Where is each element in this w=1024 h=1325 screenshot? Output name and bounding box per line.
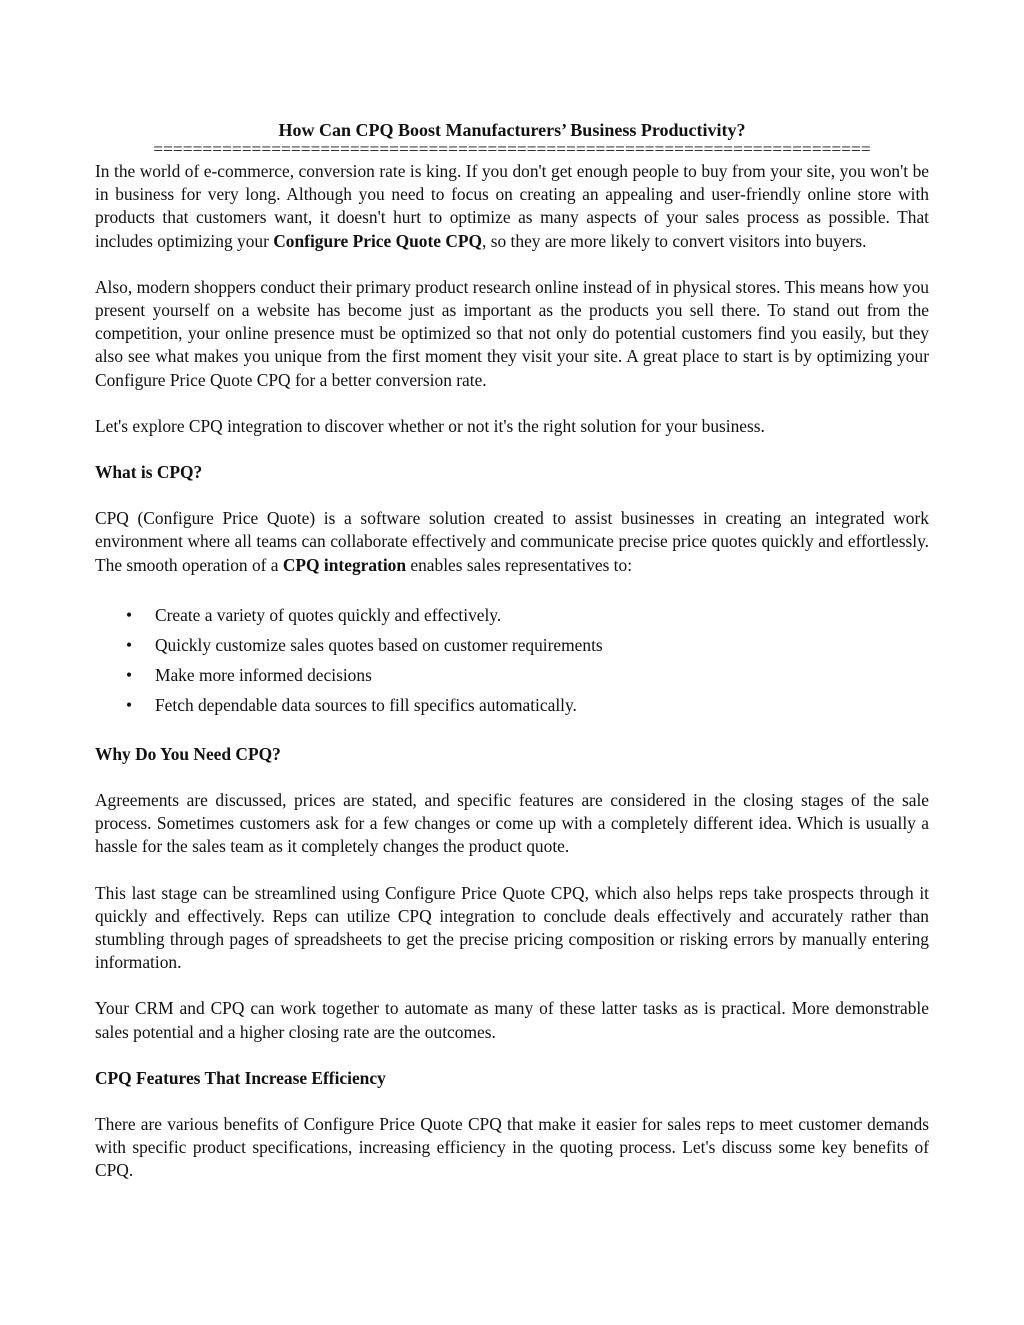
- definition-bold-term: CPQ integration: [282, 554, 407, 575]
- list-item-text: Create a variety of quotes quickly and effectively.: [155, 604, 502, 625]
- definition-text: CPQ (Configure Price Quote) is a software solution created to assist businesses in creating an integrated work environment where all teams can collaborate effectively and communicate precise price quotes quickly and effortlessly. The smooth operation of a: [95, 508, 929, 575]
- list-item: [95, 690, 929, 720]
- list-item-text: Fetch dependable data sources to fill specifics automatically.: [155, 694, 577, 715]
- benefits-list: [95, 600, 929, 720]
- heading-what-is-cpq: What is CPQ?: [95, 462, 203, 483]
- bullet-marker: •: [126, 694, 133, 715]
- intro-text: In the world of e-commerce, conversion rate is king. If you don't get enough people to buy from your site, you won't be in business for very long. Although you need to focus on creating an appealing and user-friendly online store with products that customers want, it doesn't hurt to optimize as many aspects of your sales process as possible. That includes optimizing your: [95, 161, 929, 251]
- document-page: [95, 118, 929, 1206]
- paragraph-streamline: This last stage can be streamlined using Configure Price Quote CPQ, which also helps reps take prospects through it quickly and effectively. Reps can utilize CPQ integration to conclude deals effectively and accurately rather than stumbling through pages of spreadsheets to get the precise pricing composition or risking errors by manually entering information.: [95, 882, 929, 973]
- heading-why-need-cpq: Why Do You Need CPQ?: [95, 743, 281, 764]
- bullet-marker: •: [126, 634, 133, 655]
- heading-cpq-features: CPQ Features That Increase Efficiency: [95, 1067, 386, 1088]
- definition-text-end: enables sales representatives to:: [406, 554, 633, 575]
- paragraph-explore: Let's explore CPQ integration to discover whether or not it's the right solution for your business.: [95, 415, 765, 436]
- list-item: [95, 600, 929, 630]
- list-item: [95, 630, 929, 660]
- list-item-text: Quickly customize sales quotes based on customer requirements: [155, 634, 603, 655]
- paragraph-benefits: There are various benefits of Configure Price Quote CPQ that make it easier for sales reps to meet customer demands with specific product specifications, increasing efficiency in the quoting process. Let's discuss some key benefits of CPQ.: [95, 1114, 929, 1181]
- document-title: How Can CPQ Boost Manufacturers’ Business Productivity?: [278, 120, 746, 140]
- paragraph-crm: Your CRM and CPQ can work together to automate as many of these latter tasks as is practical. More demonstrable sales potential and a higher closing rate are the outcomes.: [95, 998, 929, 1042]
- list-item-text: Make more informed decisions: [155, 664, 372, 685]
- paragraph-cpq-definition: [95, 507, 929, 577]
- intro-paragraph: [95, 160, 929, 253]
- bullet-marker: •: [126, 664, 133, 685]
- paragraph-shoppers: Also, modern shoppers conduct their primary product research online instead of in physical stores. This means how you present yourself on a website has become just as important as the products you sell there. To stand out from the competition, your online presence must be optimized so that not only do potential customers find you easily, but they also see what makes you unique from the first moment they visit your site. A great place to start is by optimizing your Configure Price Quote CPQ for a better conversion rate.: [95, 276, 929, 390]
- bullet-marker: •: [126, 604, 133, 625]
- intro-bold-term: Configure Price Quote CPQ: [273, 230, 483, 251]
- paragraph-agreements: Agreements are discussed, prices are stated, and specific features are considered in the closing stages of the sale process. Sometimes customers ask for a few changes or come up with a completely different idea. Which is usually a hassle for the sales team as it completely changes the product quote.: [95, 790, 929, 857]
- intro-text-end: , so they are more likely to convert visitors into buyers.: [482, 230, 867, 251]
- title-separator: =========================================================================: [153, 142, 871, 159]
- list-item: [95, 660, 929, 690]
